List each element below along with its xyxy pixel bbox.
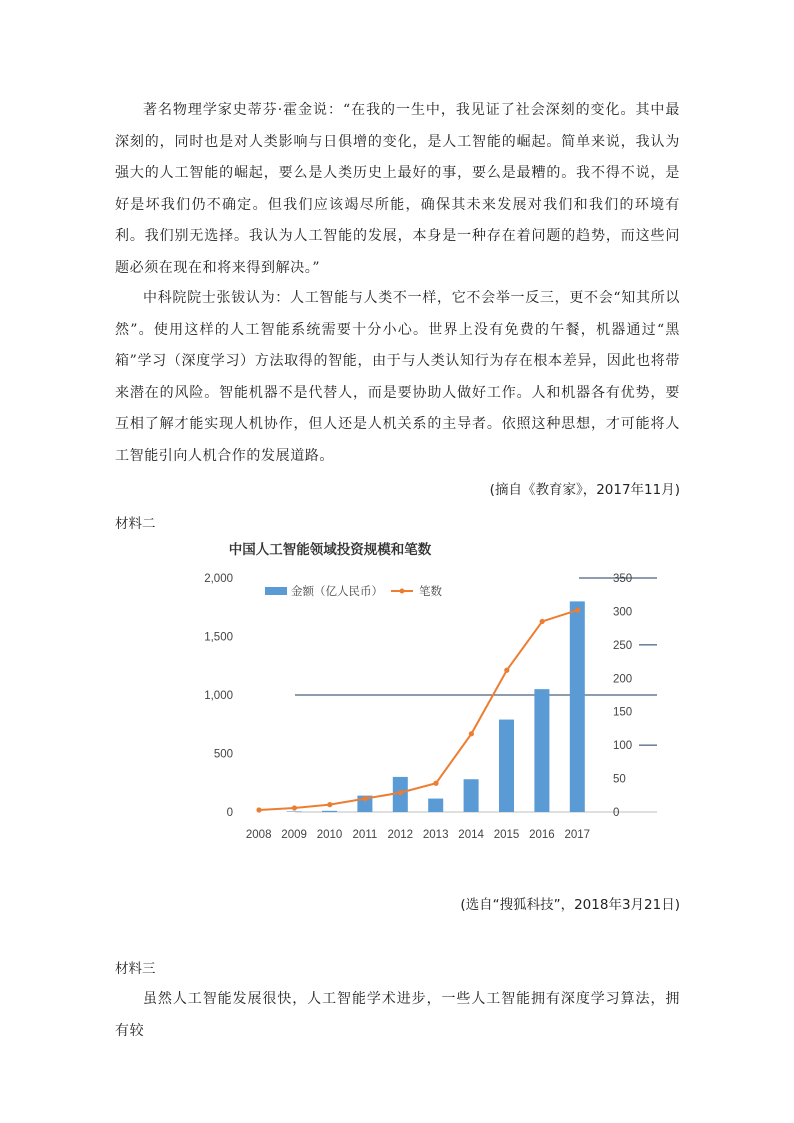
line-point [292,805,297,810]
bar [570,601,585,812]
legend-bar-swatch [265,587,287,595]
line-point [363,796,368,801]
line-point [575,607,580,612]
heading-material-3: 材料三 [115,961,156,977]
x-tick-label: 2009 [281,829,307,841]
right-axis [613,573,632,819]
line-point [398,790,403,795]
paragraph-hawking: 著名物理学家史蒂芬·霍金说：“在我的一生中，我见证了社会深刻的变化。其中最深刻的，同时也是对人类影响与日俱增的变化，是人工智能的崛起。简单来说，我认为强大的人工智能的崛起，要么是人类历史上最好的事，要么是最糟的。我不得不说，是好是坏我们仍不确定。但我们应该竭尽所能，确保其未来发展对我们和我们的环境有利。我们别无选择。我认为人工智能的发展，本身是一种存在着问题的趋势，而这些问题必须在现在和将来得到解决。” [115,102,680,276]
right-tick-label: 0 [613,807,620,819]
right-tick-label: 250 [613,639,633,652]
left-tick-label: 1,500 [204,631,233,644]
x-tick-label: 2010 [316,829,343,841]
x-tick-label: 2008 [245,829,272,841]
chart-gridlines [295,578,657,812]
legend-bar-label: 金额（亿人民币） [291,586,383,598]
bar [322,811,337,812]
legend-line-marker [400,589,405,594]
paragraph-material-3: 虽然人工智能发展很快，人工智能学术进步，一些人工智能拥有深度学习算法，拥有较 [115,991,680,1039]
right-tick-label: 300 [613,606,633,619]
bar [428,799,443,812]
line-series [256,607,580,812]
line-point [469,731,474,736]
x-tick-label: 2013 [422,829,449,841]
right-tick-label: 200 [613,673,633,686]
source-citation-1: (摘自《教育家》，2017年11月) [489,482,680,498]
x-tick-label: 2012 [387,829,414,841]
line-point [327,802,332,807]
right-tick-label: 150 [613,706,633,719]
bar [287,811,302,812]
heading-material-2: 材料二 [115,516,156,532]
series-line [259,610,578,810]
x-tick-label: 2017 [564,829,591,841]
line-point [540,619,545,624]
bar-series [287,601,585,812]
right-tick-label: 350 [613,573,633,585]
left-tick-label: 0 [226,807,233,819]
x-tick-label: 2016 [529,829,555,841]
line-point [256,807,261,812]
bar [534,689,549,812]
chart-title: 中国人工智能领域投资规模和笔数 [228,542,432,557]
investment-chart [195,535,675,845]
legend-line-label: 笔数 [419,586,442,598]
chart-legend [265,584,442,598]
left-tick-label: 2,000 [204,573,233,585]
bar [499,720,514,812]
paragraph-zhang-bo: 中科院院士张钹认为：人工智能与人类不一样，它不会举一反三，更不会“知其所以然”。使用这样的人工智能系统需要十分小心。世界上没有免费的午餐，机器通过“黑箱”学习（深度学习）方法取得的智能，由于与人类认知行为存在根本差异，因此也将带来潜在的风险。智能机器不是代替人，而是要协助人做好工作。人和机器各有优势，要互相了解才能实现人机协作，但人还是人机关系的主导者。依照这种思想，才可能将人工智能引向人机合作的发展道路。 [115,290,680,464]
x-tick-label: 2015 [493,829,520,841]
x-axis [246,829,590,841]
line-point [433,781,438,786]
bar [464,779,479,812]
right-tick-label: 50 [613,773,626,786]
right-tick-label: 100 [613,740,633,753]
line-point [504,668,509,673]
left-tick-label: 500 [213,748,233,761]
left-tick-label: 1,000 [204,690,233,702]
left-axis [204,573,233,819]
x-tick-label: 2011 [352,829,378,841]
x-tick-label: 2014 [458,829,484,841]
source-citation-2: (选自“搜狐科技”，2018年3月21日) [460,897,680,913]
